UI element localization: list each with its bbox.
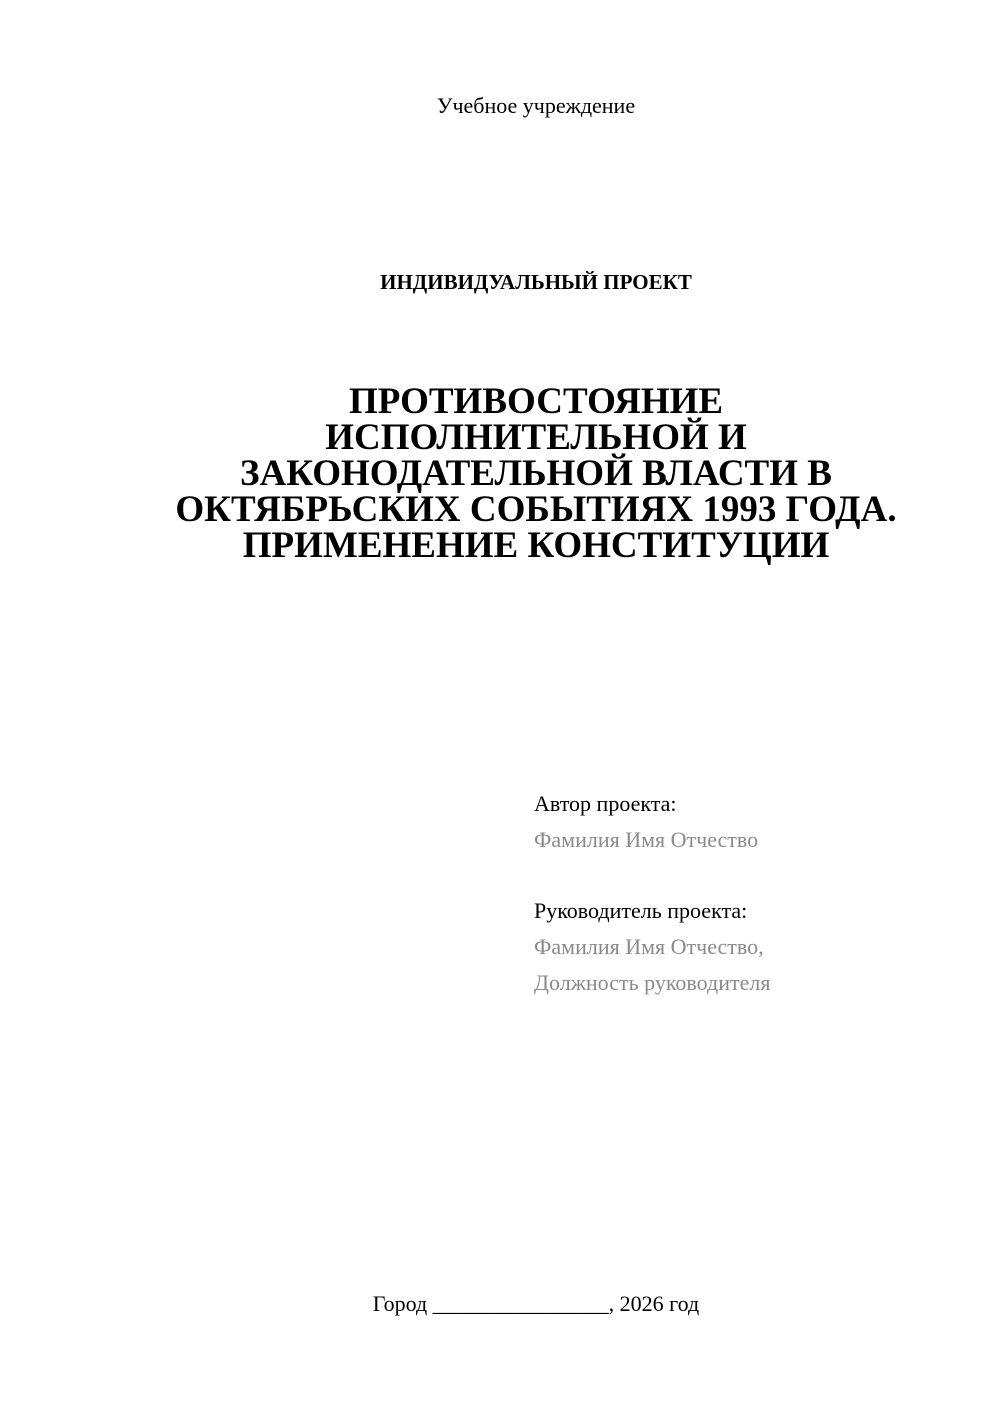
title-line: ПРОТИВОСТОЯНИЕ xyxy=(348,381,724,422)
author-block xyxy=(534,786,974,858)
supervisor-position: Должность руководителя xyxy=(534,970,771,995)
supervisor-block xyxy=(534,893,974,1001)
supervisor-label: Руководитель проекта: xyxy=(534,898,748,923)
title-line: ИСПОЛНИТЕЛЬНОЙ И xyxy=(325,417,747,458)
institution-name: Учебное учреждение xyxy=(436,93,636,118)
title-line: ПРИМЕНЕНИЕ КОНСТИТУЦИИ xyxy=(242,525,830,566)
supervisor-name: Фамилия Имя Отчество, xyxy=(534,934,764,959)
project-title xyxy=(120,381,952,566)
document-type: ИНДИВИДУАЛЬНЫЙ ПРОЕКТ xyxy=(380,270,692,294)
city-year-footer: Город ________________, 2026 год xyxy=(372,1291,700,1316)
title-line: ЗАКОНОДАТЕЛЬНОЙ ВЛАСТИ В xyxy=(240,453,832,494)
title-line: ОКТЯБРЬСКИХ СОБЫТИЯХ 1993 ГОДА. xyxy=(175,489,897,530)
author-label: Автор проекта: xyxy=(534,791,677,816)
author-name: Фамилия Имя Отчество xyxy=(534,827,759,852)
